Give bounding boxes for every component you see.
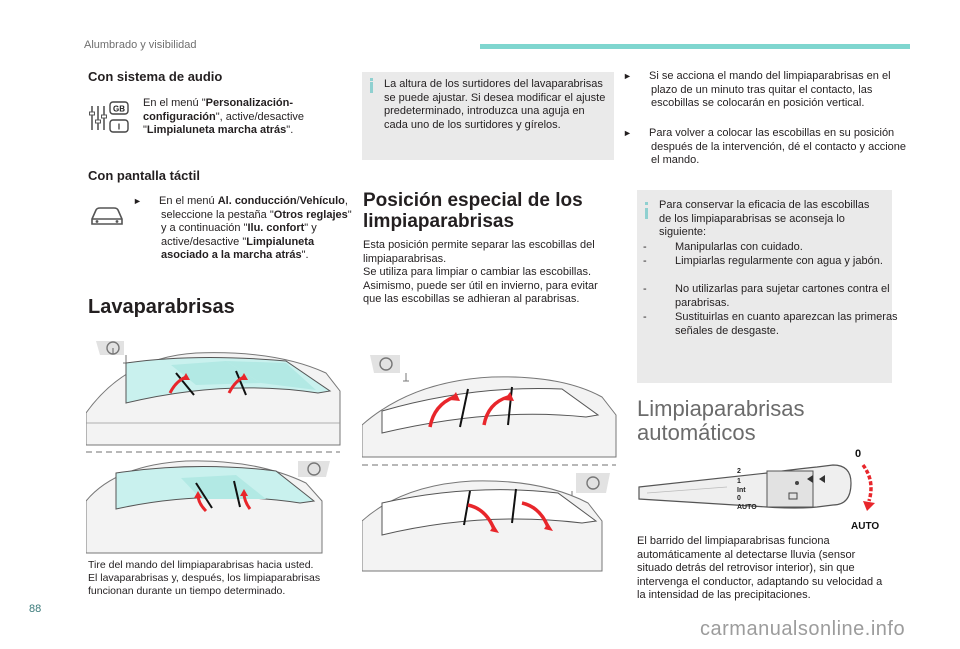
audio-section-title: Con sistema de audio <box>88 69 223 84</box>
list-item: - Sustituirlas en cuanto aparezcan las primeras señales de desgaste. <box>643 311 898 337</box>
list-item: - Manipularlas con cuidado. <box>643 241 803 253</box>
audio-icon-gb-text: GB <box>113 104 125 114</box>
list-item: - Limpiarlas regularmente con agua y jabón. <box>643 255 883 267</box>
stalk-label-1: 1 <box>737 478 741 485</box>
car-icon <box>88 205 126 227</box>
wiper-care-note <box>637 190 898 383</box>
stalk-label-0: 0 <box>737 495 741 502</box>
washer-jets-note <box>362 72 614 160</box>
stalk-label-int: Int <box>737 487 746 494</box>
washer-jets-note-text: La altura de los surtidores del lavaparabrisas se puede ajustar. Si desea modificar el ajuste predeterminado, introduzca una aguja en cada uno de los surtidores y gírelos. <box>384 78 606 131</box>
info-icon <box>645 208 648 219</box>
header-accent-bar <box>480 44 910 49</box>
touchscreen-instructions: ► En el menú Al. conducción/Vehículo, seleccione la pestaña "Otros reglajes" y a continuación "Ilu. confort" y active/desactive "Limpialuneta asociado a la marcha atrás". <box>133 195 352 261</box>
posicion-especial-text: Esta posición permite separar las escobillas del limpiaparabrisas. Se utiliza para limpiar o cambiar las escobillas. Asimismo, puede ser útil en invierno, para evitar que las escobillas se adhieran al parabrisas. <box>363 239 598 305</box>
big-zero-label: 0 <box>855 448 862 460</box>
stalk-label-auto: AUTO <box>737 504 757 511</box>
stalk-label-2: 2 <box>737 468 741 475</box>
lavaparabrisas-title: Lavaparabrisas <box>88 296 235 318</box>
arrow-bullet-icon: ► <box>133 196 142 206</box>
wiper-stalk-illustration <box>637 443 893 533</box>
lavaparabrisas-caption: Tire del mando del limpiaparabrisas hacia usted. El lavaparabrisas y, después, los limpiaparabrisas funcionan durante un tiempo determinado. <box>88 559 321 597</box>
audio-icon-i-text: I <box>117 122 121 132</box>
arrow-bullet-icon: ► <box>623 128 632 138</box>
watermark: carmanualsonline.info <box>700 618 906 640</box>
auto-wipers-text: El barrido del limpiaparabrisas funciona automáticamente al detectarse lluvia (sensor situado detrás del retrovisor interior), sin que intervenga el conductor, adaptando su velocidad a la intensidad de las precipitaciones. <box>637 535 883 601</box>
windscreen-washer-illustration <box>86 333 342 558</box>
info-icon <box>370 82 373 93</box>
touchscreen-section-title: Con pantalla táctil <box>88 168 200 183</box>
wiper-service-position-illustration <box>362 345 618 575</box>
auto-wipers-title: Limpiaparabrisas automáticos <box>637 396 805 445</box>
steering-wheel-icon <box>96 341 129 363</box>
arrow-bullet-icon: ► <box>623 71 632 81</box>
running-header: Alumbrado y visibilidad <box>84 39 197 51</box>
page-number: 88 <box>29 603 42 615</box>
steering-wheel-icon <box>370 355 409 381</box>
posicion-especial-title: Posición especial de los limpiaparabrisas <box>363 190 583 232</box>
wiper-care-intro: Para conservar la eficacia de las escobillas de los limpiaparabrisas se aconseja lo siguiente: <box>659 199 870 238</box>
bullet-item: ► Si se acciona el mando del limpiaparabrisas en el plazo de un minuto tras quitar el contacto, las escobillas se colocarán en posición vertical. <box>623 70 891 109</box>
audio-instructions: En el menú "Personalización-configuración", active/desactive "Limpialuneta marcha atrás". <box>143 97 305 136</box>
list-item: - No utilizarlas para sujetar cartones contra el parabrisas. <box>643 283 890 309</box>
bullet-item: ► Para volver a colocar las escobillas en su posición después de la intervención, dé el contacto y accione el mando. <box>623 127 906 166</box>
audio-system-icon <box>88 100 132 136</box>
big-auto-label: AUTO <box>851 521 880 532</box>
